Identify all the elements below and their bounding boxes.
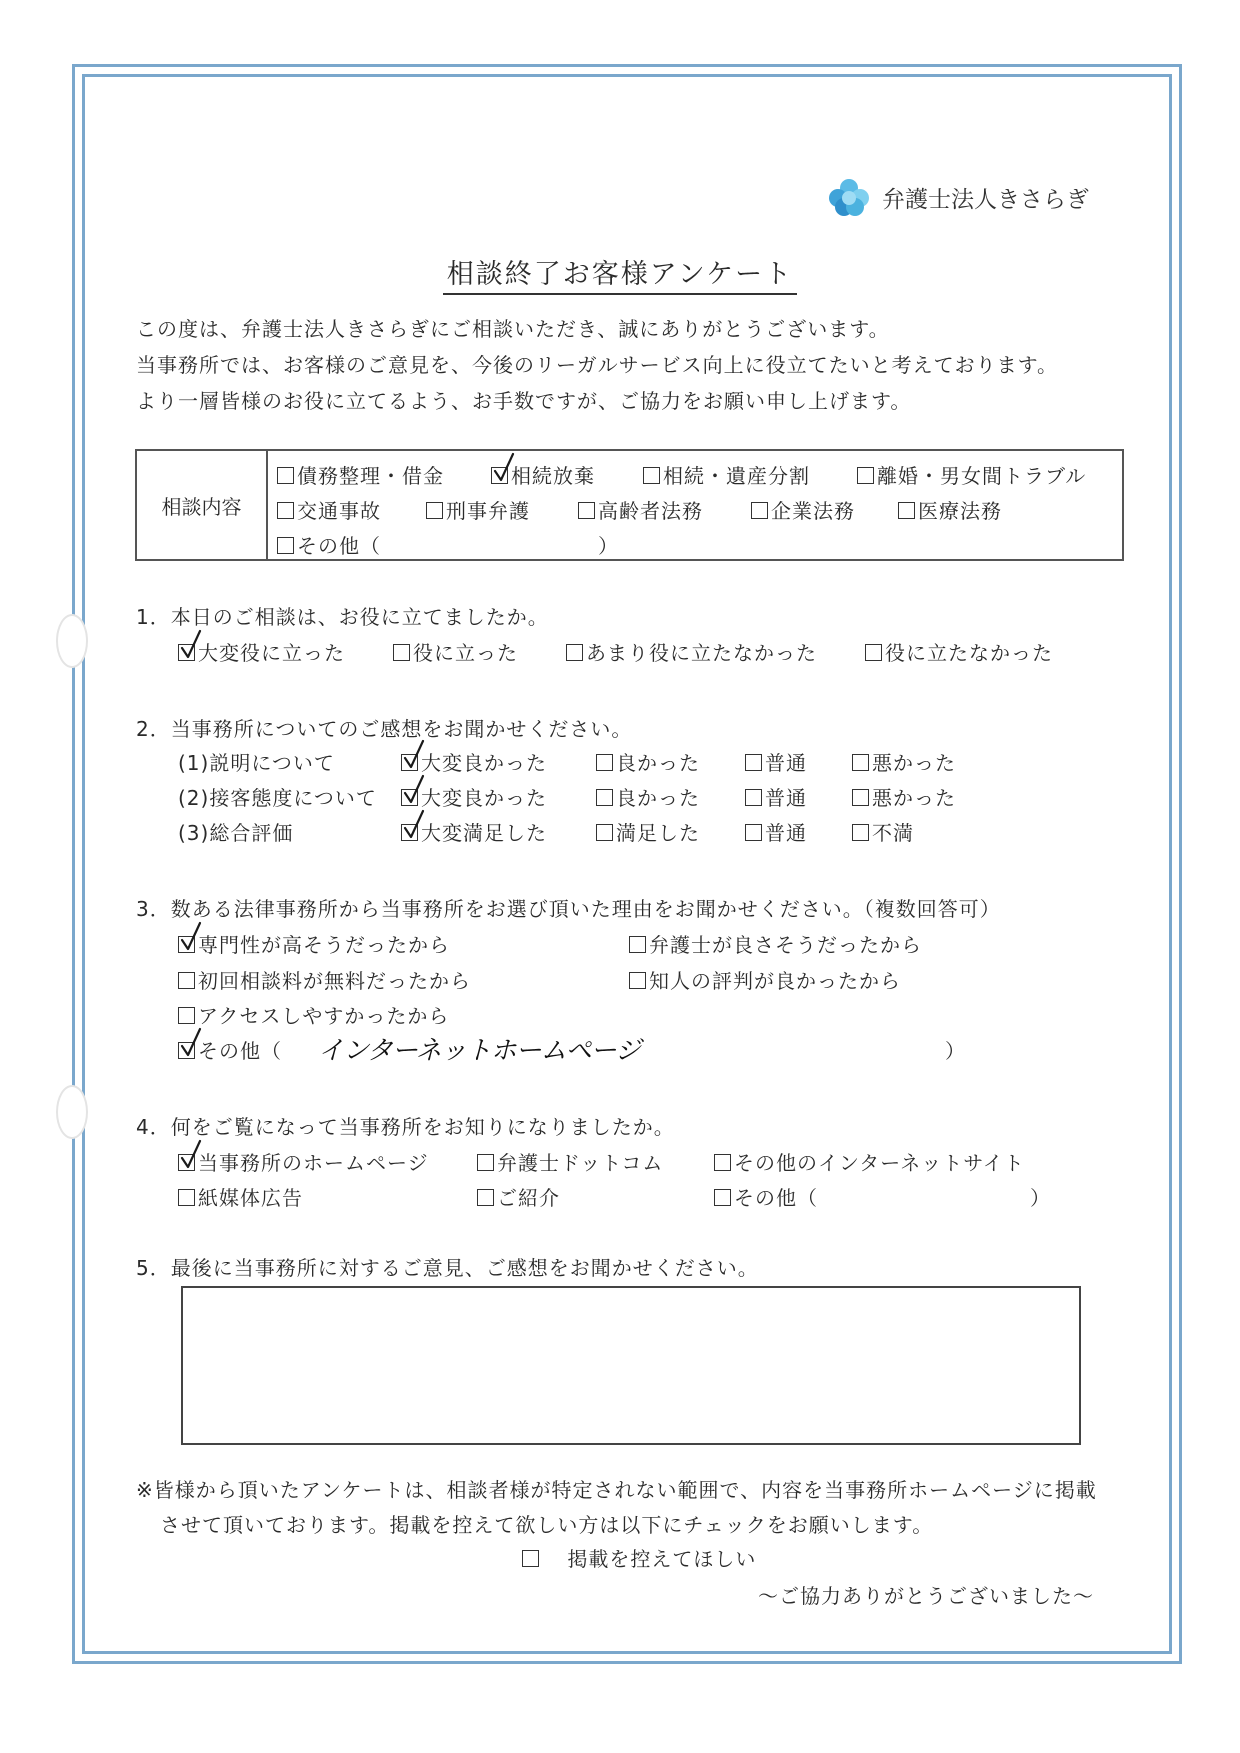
comment-box[interactable] xyxy=(181,1286,1081,1445)
checkbox[interactable] xyxy=(898,502,915,519)
comment-text xyxy=(183,1288,1079,1304)
option-label: あまり役に立たなかった xyxy=(586,641,817,665)
punch-hole xyxy=(56,1085,88,1139)
footer-note: ※皆様から頂いたアンケートは、相談者様が特定されない範囲で、内容を当事務所ホームページに掲載 xyxy=(136,1478,1097,1502)
option-label: 初回相談料が無料だったから xyxy=(198,969,471,993)
checkbox[interactable] xyxy=(401,789,418,806)
option-label: その他（ xyxy=(734,1186,818,1210)
option-label: 役に立った xyxy=(413,641,518,665)
checkbox[interactable] xyxy=(178,1189,195,1206)
option-label: 役に立たなかった xyxy=(885,641,1053,665)
optout-checkbox-row[interactable] xyxy=(522,1543,756,1572)
q3-option[interactable] xyxy=(178,965,471,994)
consultation-label: 相談内容 xyxy=(137,451,268,559)
checkbox[interactable] xyxy=(629,972,646,989)
q1-option[interactable] xyxy=(865,637,1053,666)
option-label: 知人の評判が良かったから xyxy=(649,969,901,993)
checkbox[interactable] xyxy=(178,1007,195,1024)
q5-question: 5．最後に当事務所に対するご意見、ご感想をお聞かせください。 xyxy=(136,1256,759,1280)
q3-option[interactable] xyxy=(629,929,922,958)
option-label: 大変良かった xyxy=(421,751,547,775)
q1-option[interactable] xyxy=(566,637,817,666)
q3-other-close: ） xyxy=(945,1039,966,1063)
checkbox[interactable] xyxy=(277,467,294,484)
checkbox[interactable] xyxy=(852,789,869,806)
q2-option[interactable] xyxy=(401,817,547,846)
q3-option[interactable] xyxy=(178,1000,449,1029)
footer-note: させて頂いております。掲載を控えて欲しい方は以下にチェックをお願いします。 xyxy=(160,1513,934,1537)
checkbox[interactable] xyxy=(178,644,195,661)
consultation-option[interactable] xyxy=(277,495,381,524)
option-label: 医療法務 xyxy=(918,499,1002,523)
checkbox[interactable] xyxy=(401,754,418,771)
option-label: 弁護士ドットコム xyxy=(497,1151,664,1175)
checkbox[interactable] xyxy=(629,936,646,953)
checkbox[interactable] xyxy=(714,1154,731,1171)
q2-option[interactable] xyxy=(745,782,807,811)
option-label: 良かった xyxy=(616,751,700,775)
q1-question: 1．本日のご相談は、お役に立てましたか。 xyxy=(136,605,549,629)
checkbox[interactable] xyxy=(277,502,294,519)
option-label: 紙媒体広告 xyxy=(198,1186,303,1210)
checkbox[interactable] xyxy=(178,1042,195,1059)
option-label: 普通 xyxy=(765,751,807,775)
option-label: 普通 xyxy=(765,786,807,810)
checkbox[interactable] xyxy=(491,467,508,484)
intro-line: 当事務所では、お客様のご意見を、今後のリーガルサービス向上に役立てたいと考えております。 xyxy=(136,353,1058,377)
option-label: アクセスしやすかったから xyxy=(198,1004,450,1028)
option-label: 普通 xyxy=(765,821,807,845)
option-label: 悪かった xyxy=(872,786,956,810)
optout-checkbox[interactable] xyxy=(522,1550,539,1567)
option-label: 弁護士が良さそうだったから xyxy=(649,933,922,957)
q4-option[interactable] xyxy=(178,1182,303,1211)
checkbox[interactable] xyxy=(852,824,869,841)
optout-label: 掲載を控えてほしい xyxy=(567,1547,757,1571)
consultation-other-close: ） xyxy=(598,534,619,558)
option-label: 刑事弁護 xyxy=(446,499,530,523)
q4-option[interactable] xyxy=(178,1147,429,1176)
punch-hole xyxy=(56,614,88,668)
consultation-option[interactable] xyxy=(426,495,530,524)
checkbox[interactable] xyxy=(596,824,613,841)
option-label: 企業法務 xyxy=(771,499,855,523)
checkbox[interactable] xyxy=(852,754,869,771)
checkbox[interactable] xyxy=(745,824,762,841)
q1-option[interactable] xyxy=(178,637,345,666)
q4-option[interactable] xyxy=(714,1147,1025,1176)
q3-option[interactable] xyxy=(178,1035,282,1064)
q2-option[interactable] xyxy=(852,747,956,776)
consultation-option[interactable] xyxy=(491,460,595,489)
option-label: 離婚・男女間トラブル xyxy=(877,464,1087,488)
q4-option[interactable] xyxy=(477,1182,560,1211)
q3-option[interactable] xyxy=(629,965,901,994)
checkbox[interactable] xyxy=(477,1154,494,1171)
checkbox[interactable] xyxy=(401,824,418,841)
q2-option[interactable] xyxy=(745,817,807,846)
checkbox[interactable] xyxy=(277,537,294,554)
q2-option[interactable] xyxy=(852,782,956,811)
consultation-option[interactable] xyxy=(277,530,381,559)
checkbox[interactable] xyxy=(596,789,613,806)
checkbox[interactable] xyxy=(643,467,660,484)
consultation-option[interactable] xyxy=(578,495,703,524)
checkbox[interactable] xyxy=(393,644,410,661)
checkbox[interactable] xyxy=(578,502,595,519)
checkbox[interactable] xyxy=(865,644,882,661)
option-label: 大変満足した xyxy=(421,821,547,845)
option-label: 相続放棄 xyxy=(511,464,595,488)
option-label: ご紹介 xyxy=(497,1186,560,1210)
checkbox[interactable] xyxy=(714,1189,731,1206)
q3-option[interactable] xyxy=(178,929,450,958)
option-label: その他のインターネットサイト xyxy=(734,1151,1025,1175)
checkbox[interactable] xyxy=(857,467,874,484)
checkbox[interactable] xyxy=(745,754,762,771)
q3-other-handwritten: インターネットホームページ xyxy=(318,1036,641,1066)
checkbox[interactable] xyxy=(596,754,613,771)
option-label: その他（ xyxy=(297,534,381,558)
q2-option[interactable] xyxy=(596,782,700,811)
option-label: 良かった xyxy=(616,786,700,810)
consultation-option[interactable] xyxy=(277,460,444,489)
intro-line: より一層皆様のお役に立てるよう、お手数ですが、ご協力をお願い申し上げます。 xyxy=(136,389,912,413)
q4-option[interactable] xyxy=(714,1182,818,1211)
intro-line: この度は、弁護士法人きさらぎにご相談いただき、誠にありがとうございます。 xyxy=(136,317,890,341)
q2-option[interactable] xyxy=(401,782,547,811)
q2-option[interactable] xyxy=(745,747,807,776)
q2-row-label: (1)説明について xyxy=(178,751,335,775)
q4-other-close: ） xyxy=(1030,1186,1051,1210)
option-label: 大変役に立った xyxy=(198,641,345,665)
q2-row-label: (2)接客態度について xyxy=(178,786,377,810)
checkbox[interactable] xyxy=(426,502,443,519)
q2-option[interactable] xyxy=(596,817,700,846)
checkbox[interactable] xyxy=(477,1189,494,1206)
q2-question: 2．当事務所についてのご感想をお聞かせください。 xyxy=(136,717,633,741)
option-label: 専門性が高そうだったから xyxy=(198,933,450,957)
option-label: 満足した xyxy=(616,821,700,845)
logo xyxy=(826,176,1089,218)
q1-option[interactable] xyxy=(393,637,518,666)
option-label: 悪かった xyxy=(872,751,956,775)
checkbox[interactable] xyxy=(751,502,768,519)
checkbox[interactable] xyxy=(745,789,762,806)
page-title: 相談終了お客様アンケート xyxy=(0,252,1240,291)
checkbox[interactable] xyxy=(178,936,195,953)
consultation-option[interactable] xyxy=(857,460,1086,489)
option-label: 交通事故 xyxy=(297,499,381,523)
q4-option[interactable] xyxy=(477,1147,663,1176)
consultation-option[interactable] xyxy=(898,495,1002,524)
option-label: 当事務所のホームページ xyxy=(198,1151,429,1175)
thanks-text: ～ご協力ありがとうございました～ xyxy=(758,1584,1094,1608)
option-label: 不満 xyxy=(872,821,914,845)
option-label: 高齢者法務 xyxy=(598,499,703,523)
option-label: 相続・遺産分割 xyxy=(663,464,810,488)
logo-text: 弁護士法人きさらぎ xyxy=(882,186,1089,213)
consultation-option[interactable] xyxy=(751,495,855,524)
checkbox[interactable] xyxy=(178,972,195,989)
q2-option[interactable] xyxy=(852,817,914,846)
flower-logo-icon xyxy=(826,176,872,218)
q2-option[interactable] xyxy=(596,747,700,776)
q2-row-label: (3)総合評価 xyxy=(178,821,294,845)
option-label: 債務整理・借金 xyxy=(297,464,444,488)
q4-question: 4．何をご覧になって当事務所をお知りになりましたか。 xyxy=(136,1115,675,1139)
q3-question: 3．数ある法律事務所から当事務所をお選び頂いた理由をお聞かせください。（複数回答可） xyxy=(136,897,1001,921)
option-label: 大変良かった xyxy=(421,786,547,810)
checkbox[interactable] xyxy=(178,1154,195,1171)
option-label: その他（ xyxy=(198,1039,282,1063)
checkbox[interactable] xyxy=(566,644,583,661)
consultation-option[interactable] xyxy=(643,460,810,489)
q2-option[interactable] xyxy=(401,747,547,776)
